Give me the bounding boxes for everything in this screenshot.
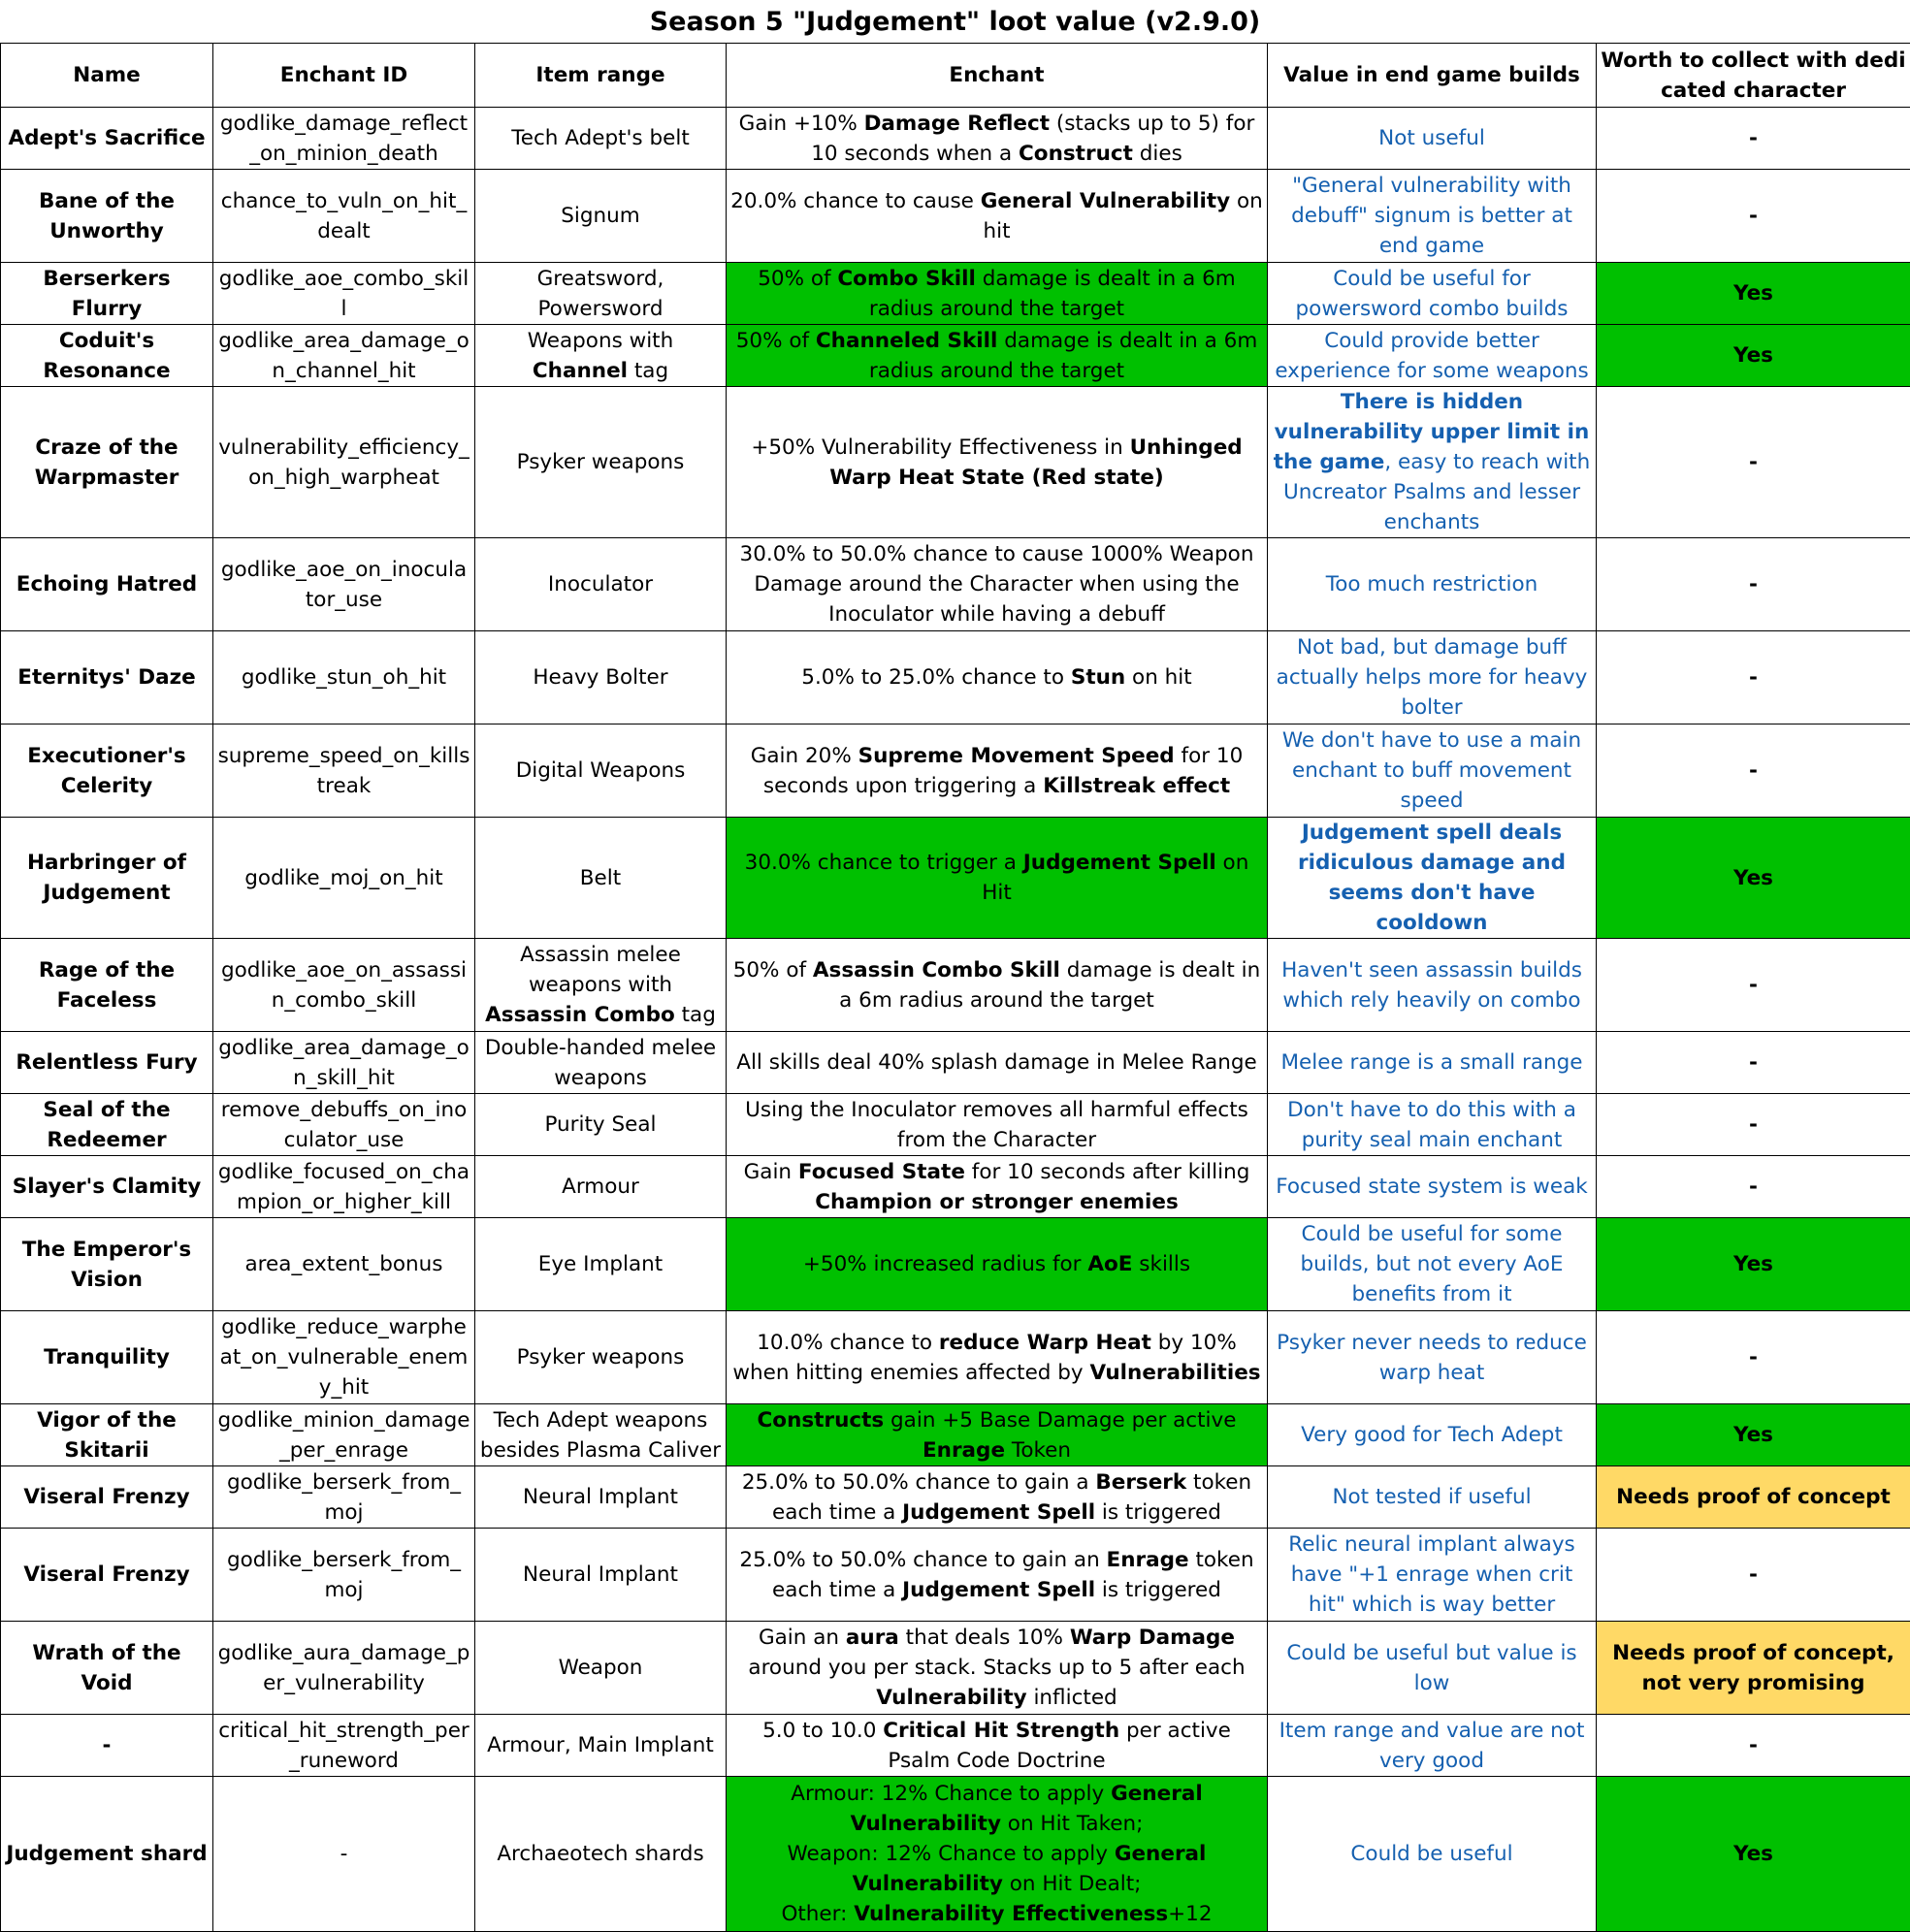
header-item-range[interactable]: Item range (475, 44, 727, 108)
cell-enchant[interactable]: Gain an aura that deals 10% Warp Damage around you per stack. Stacks up to 5 after each Vulnerability inflicted (727, 1622, 1268, 1715)
cell-value[interactable]: Could be useful for some builds, but not every AoE benefits from it (1268, 1218, 1597, 1311)
table-row (1, 1156, 1910, 1218)
table-row (1, 1218, 1910, 1311)
table-row (1, 108, 1910, 170)
cell-item-range[interactable]: Archaeotech shards (475, 1777, 727, 1932)
cell-value[interactable]: "General vulnerability with debuff" signum is better at end game (1268, 170, 1597, 263)
cell-enchant-id[interactable]: area_extent_bonus (213, 1218, 475, 1311)
cell-item-range[interactable]: Armour (475, 1156, 727, 1218)
bold-term: Stun (1071, 665, 1125, 690)
cell-name[interactable]: Viseral Frenzy (1, 1529, 213, 1622)
cell-item-range[interactable]: Heavy Bolter (475, 631, 727, 724)
cell-enchant[interactable]: 5.0 to 10.0 Critical Hit Strength per active Psalm Code Doctrine (727, 1715, 1268, 1777)
header-name[interactable]: Name (1, 44, 213, 108)
cell-value[interactable]: Too much restriction (1268, 538, 1597, 631)
cell-name[interactable]: - (1, 1715, 213, 1777)
cell-worth[interactable]: - (1597, 631, 1910, 724)
cell-item-range[interactable]: Inoculator (475, 538, 727, 631)
bold-term: Constructs (758, 1408, 885, 1433)
cell-worth[interactable]: - (1597, 724, 1910, 818)
cell-item-range[interactable]: Greatsword, Powersword (475, 263, 727, 325)
bold-term: Judgement Spell (1023, 851, 1216, 875)
cell-enchant-id[interactable]: godlike_aura_damage_per_vulnerability (213, 1622, 475, 1715)
bold-term: reduce Warp Heat (939, 1331, 1151, 1355)
bold-term: There is hidden vulnerability upper limit in the game (1274, 390, 1590, 474)
cell-item-range[interactable]: Psyker weapons (475, 1311, 727, 1404)
cell-item-range[interactable]: Digital Weapons (475, 724, 727, 818)
table-row (1, 1529, 1910, 1622)
cell-enchant-id[interactable]: godlike_aoe_on_inoculator_use (213, 538, 475, 631)
table-row (1, 387, 1910, 538)
bold-term: Killstreak effect (1043, 774, 1230, 798)
bold-term: Unhinged Warp Heat State (Red state) (829, 435, 1242, 490)
cell-enchant-id[interactable]: godlike_aoe_on_assassin_combo_skill (213, 939, 475, 1032)
bold-term: Vulnerability (876, 1686, 1026, 1710)
cell-worth[interactable]: - (1597, 387, 1910, 538)
cell-item-range[interactable]: Assassin melee weapons with Assassin Combo tag (475, 939, 727, 1032)
table-row (1, 939, 1910, 1032)
table-row (1, 1404, 1910, 1466)
cell-enchant-id[interactable]: godlike_minion_damage_per_enrage (213, 1404, 475, 1466)
cell-enchant[interactable]: Gain Focused State for 10 seconds after killing Champion or stronger enemies (727, 1156, 1268, 1218)
cell-enchant-id[interactable]: - (213, 1777, 475, 1932)
table-row (1, 1715, 1910, 1777)
bold-term: Critical Hit Strength (883, 1719, 1119, 1743)
table-row (1, 1032, 1910, 1094)
bold-term: Vulnerability Effectiveness (854, 1902, 1168, 1926)
cell-name[interactable]: Relentless Fury (1, 1032, 213, 1094)
cell-enchant-id[interactable]: critical_hit_strength_per_runeword (213, 1715, 475, 1777)
cell-name[interactable]: Eternitys' Daze (1, 631, 213, 724)
cell-worth[interactable]: Needs proof of concept, not very promising (1597, 1622, 1910, 1715)
cell-name[interactable]: Tranquility (1, 1311, 213, 1404)
header-worth[interactable]: Worth to collect with dedicated character (1597, 44, 1910, 108)
cell-value[interactable]: Could be useful (1268, 1777, 1597, 1932)
cell-name[interactable]: The Emperor's Vision (1, 1218, 213, 1311)
cell-worth[interactable]: Yes (1597, 263, 1910, 325)
bold-term: Berserk (1095, 1470, 1186, 1495)
bold-term: Assassin Combo Skill (813, 958, 1060, 982)
cell-enchant[interactable]: Gain 20% Supreme Movement Speed for 10 seconds upon triggering a Killstreak effect (727, 724, 1268, 818)
bold-term: Combo Skill (837, 267, 976, 291)
table-row (1, 1622, 1910, 1715)
cell-enchant[interactable]: 25.0% to 50.0% chance to gain a Berserk token each time a Judgement Spell is triggered (727, 1466, 1268, 1529)
bold-term: aura (846, 1626, 899, 1650)
cell-value[interactable]: Could be useful but value is low (1268, 1622, 1597, 1715)
table-row (1, 724, 1910, 818)
cell-enchant[interactable]: 50% of Channeled Skill damage is dealt in a 6m radius around the target (727, 325, 1268, 387)
cell-worth[interactable]: Yes (1597, 1218, 1910, 1311)
cell-enchant[interactable]: +50% Vulnerability Effectiveness in Unhinged Warp Heat State (Red state) (727, 387, 1268, 538)
cell-value[interactable]: Item range and value are not very good (1268, 1715, 1597, 1777)
cell-enchant[interactable]: 50% of Combo Skill damage is dealt in a 6m radius around the target (727, 263, 1268, 325)
cell-name[interactable]: Coduit's Resonance (1, 325, 213, 387)
cell-value[interactable]: Melee range is a small range (1268, 1032, 1597, 1094)
table-row (1, 263, 1910, 325)
cell-value[interactable]: Psyker never needs to reduce warp heat (1268, 1311, 1597, 1404)
cell-item-range[interactable]: Tech Adept weapons besides Plasma Caliver (475, 1404, 727, 1466)
cell-item-range[interactable]: Eye Implant (475, 1218, 727, 1311)
cell-name[interactable]: Viseral Frenzy (1, 1466, 213, 1529)
cell-item-range[interactable]: Armour, Main Implant (475, 1715, 727, 1777)
cell-name[interactable]: Berserkers Flurry (1, 263, 213, 325)
cell-name[interactable]: Rage of the Faceless (1, 939, 213, 1032)
cell-name[interactable]: Adept's Sacrifice (1, 108, 213, 170)
cell-worth[interactable]: - (1597, 1311, 1910, 1404)
header-enchant-id[interactable]: Enchant ID (213, 44, 475, 108)
header-enchant[interactable]: Enchant (727, 44, 1268, 108)
cell-worth[interactable]: - (1597, 170, 1910, 263)
cell-value[interactable]: Judgement spell deals ridiculous damage and seems don't have cooldown (1268, 818, 1597, 939)
cell-value[interactable]: We don't have to use a main enchant to buff movement speed (1268, 724, 1597, 818)
bold-term: General Vulnerability (851, 1782, 1203, 1836)
table-row (1, 325, 1910, 387)
cell-enchant[interactable]: 20.0% chance to cause General Vulnerability on hit (727, 170, 1268, 263)
cell-enchant-id[interactable]: godlike_area_damage_on_skill_hit (213, 1032, 475, 1094)
header-value[interactable]: Value in end game builds (1268, 44, 1597, 108)
cell-item-range[interactable]: Neural Implant (475, 1466, 727, 1529)
cell-value[interactable]: Not useful (1268, 108, 1597, 170)
cell-worth[interactable]: Yes (1597, 1777, 1910, 1932)
bold-term: AoE (1087, 1252, 1132, 1276)
table-row (1, 631, 1910, 724)
cell-name[interactable]: Vigor of the Skitarii (1, 1404, 213, 1466)
bold-term: General Vulnerability (981, 189, 1230, 213)
cell-name[interactable]: Seal of the Redeemer (1, 1094, 213, 1156)
cell-item-range[interactable]: Neural Implant (475, 1529, 727, 1622)
cell-item-range[interactable]: Belt (475, 818, 727, 939)
cell-worth[interactable]: - (1597, 108, 1910, 170)
cell-name[interactable]: Bane of the Unworthy (1, 170, 213, 263)
cell-enchant-id[interactable]: godlike_damage_reflect_on_minion_death (213, 108, 475, 170)
bold-term: Construct (1019, 142, 1133, 166)
cell-enchant-id[interactable]: godlike_stun_oh_hit (213, 631, 475, 724)
cell-worth[interactable]: Yes (1597, 325, 1910, 387)
table-row (1, 1466, 1910, 1529)
cell-name[interactable]: Judgement shard (1, 1777, 213, 1932)
cell-item-range[interactable]: Signum (475, 170, 727, 263)
cell-name[interactable]: Executioner's Celerity (1, 724, 213, 818)
cell-value[interactable]: Not bad, but damage buff actually helps more for heavy bolter (1268, 631, 1597, 724)
bold-term: Judgement Spell (902, 1500, 1095, 1525)
cell-enchant[interactable]: 25.0% to 50.0% chance to gain an Enrage token each time a Judgement Spell is triggered (727, 1529, 1268, 1622)
cell-enchant[interactable]: Constructs gain +5 Base Damage per active Enrage Token (727, 1404, 1268, 1466)
cell-value[interactable]: Focused state system is weak (1268, 1156, 1597, 1218)
cell-value[interactable]: Don't have to do this with a purity seal main enchant (1268, 1094, 1597, 1156)
table-row (1, 1777, 1910, 1932)
cell-worth[interactable]: - (1597, 939, 1910, 1032)
cell-value[interactable]: There is hidden vulnerability upper limit in the game, easy to reach with Uncreator Psalms and lesser enchants (1268, 387, 1597, 538)
cell-enchant-id[interactable]: godlike_area_damage_on_channel_hit (213, 325, 475, 387)
cell-enchant-id[interactable]: godlike_moj_on_hit (213, 818, 475, 939)
cell-enchant-id[interactable]: remove_debuffs_on_inoculator_use (213, 1094, 475, 1156)
table-row (1, 818, 1910, 939)
cell-enchant-id[interactable]: godlike_aoe_combo_skill (213, 263, 475, 325)
sheet-title: Season 5 "Judgement" loot value (v2.9.0) (0, 0, 1910, 44)
cell-item-range[interactable]: Double-handed melee weapons (475, 1032, 727, 1094)
cell-worth[interactable]: - (1597, 1715, 1910, 1777)
loot-value-table (0, 43, 1910, 1932)
cell-enchant[interactable]: 10.0% chance to reduce Warp Heat by 10% when hitting enemies affected by Vulnerabilities (727, 1311, 1268, 1404)
cell-value[interactable]: Very good for Tech Adept (1268, 1404, 1597, 1466)
cell-value[interactable]: Haven't seen assassin builds which rely heavily on combo (1268, 939, 1597, 1032)
cell-enchant[interactable]: 5.0% to 25.0% chance to Stun on hit (727, 631, 1268, 724)
bold-term: Channel (533, 359, 628, 383)
bold-term: Champion or stronger enemies (815, 1190, 1179, 1214)
bold-term: Assassin Combo (485, 1003, 675, 1027)
cell-name[interactable]: Wrath of the Void (1, 1622, 213, 1715)
cell-value[interactable]: Not tested if useful (1268, 1466, 1597, 1529)
bold-term: Supreme Movement Speed (858, 744, 1175, 768)
cell-item-range[interactable]: Weapons with Channel tag (475, 325, 727, 387)
cell-enchant[interactable]: Using the Inoculator removes all harmful effects from the Character (727, 1094, 1268, 1156)
cell-worth[interactable]: - (1597, 1156, 1910, 1218)
bold-term: Damage Reflect (864, 112, 1050, 136)
cell-item-range[interactable]: Weapon (475, 1622, 727, 1715)
cell-value[interactable]: Could provide better experience for some weapons (1268, 325, 1597, 387)
bold-term: Judgement Spell (902, 1578, 1095, 1602)
header-row (1, 44, 1910, 108)
cell-enchant-id[interactable]: godlike_focused_on_champion_or_higher_kill (213, 1156, 475, 1218)
cell-enchant[interactable]: Armour: 12% Chance to apply General Vulnerability on Hit Taken; Weapon: 12% Chance to apply General Vulnerability on Hit Dealt; Other: Vulnerability Effectiveness+12 (727, 1777, 1268, 1932)
cell-name[interactable]: Echoing Hatred (1, 538, 213, 631)
bold-term: Enrage (923, 1438, 1005, 1463)
cell-item-range[interactable]: Purity Seal (475, 1094, 727, 1156)
cell-enchant-id[interactable]: godlike_berserk_from_moj (213, 1529, 475, 1622)
cell-value[interactable]: Could be useful for powersword combo builds (1268, 263, 1597, 325)
cell-enchant-id[interactable]: supreme_speed_on_killstreak (213, 724, 475, 818)
cell-value[interactable]: Relic neural implant always have "+1 enrage when crit hit" which is way better (1268, 1529, 1597, 1622)
table-row (1, 1094, 1910, 1156)
cell-enchant[interactable]: 50% of Assassin Combo Skill damage is dealt in a 6m radius around the target (727, 939, 1268, 1032)
bold-term: Channeled Skill (816, 329, 998, 353)
cell-enchant[interactable]: All skills deal 40% splash damage in Melee Range (727, 1032, 1268, 1094)
cell-worth[interactable]: - (1597, 1032, 1910, 1094)
cell-name[interactable]: Harbringer of Judgement (1, 818, 213, 939)
bold-term: Vulnerabilities (1090, 1361, 1261, 1385)
cell-item-range[interactable]: Tech Adept's belt (475, 108, 727, 170)
cell-worth[interactable]: - (1597, 1094, 1910, 1156)
cell-enchant-id[interactable]: chance_to_vuln_on_hit_dealt (213, 170, 475, 263)
cell-worth[interactable]: Needs proof of concept (1597, 1466, 1910, 1529)
cell-enchant[interactable]: Gain +10% Damage Reflect (stacks up to 5) for 10 seconds when a Construct dies (727, 108, 1268, 170)
bold-term: Enrage (1107, 1548, 1189, 1572)
table-row (1, 1311, 1910, 1404)
bold-term: Focused State (798, 1160, 965, 1184)
table-row (1, 170, 1910, 263)
cell-enchant-id[interactable]: godlike_reduce_warpheat_on_vulnerable_enemy_hit (213, 1311, 475, 1404)
table-row (1, 538, 1910, 631)
cell-name[interactable]: Craze of the Warpmaster (1, 387, 213, 538)
cell-worth[interactable]: Yes (1597, 1404, 1910, 1466)
cell-worth[interactable]: - (1597, 538, 1910, 631)
cell-name[interactable]: Slayer's Clamity (1, 1156, 213, 1218)
cell-enchant[interactable]: 30.0% chance to trigger a Judgement Spell on Hit (727, 818, 1268, 939)
cell-enchant-id[interactable]: godlike_berserk_from_moj (213, 1466, 475, 1529)
cell-enchant-id[interactable]: vulnerability_efficiency_on_high_warpheat (213, 387, 475, 538)
cell-enchant[interactable]: +50% increased radius for AoE skills (727, 1218, 1268, 1311)
cell-worth[interactable]: Yes (1597, 818, 1910, 939)
cell-enchant[interactable]: 30.0% to 50.0% chance to cause 1000% Weapon Damage around the Character when using the Inoculator while having a debuff (727, 538, 1268, 631)
cell-worth[interactable]: - (1597, 1529, 1910, 1622)
cell-item-range[interactable]: Psyker weapons (475, 387, 727, 538)
bold-term: General Vulnerability (853, 1842, 1207, 1896)
bold-term: Warp Damage (1070, 1626, 1235, 1650)
